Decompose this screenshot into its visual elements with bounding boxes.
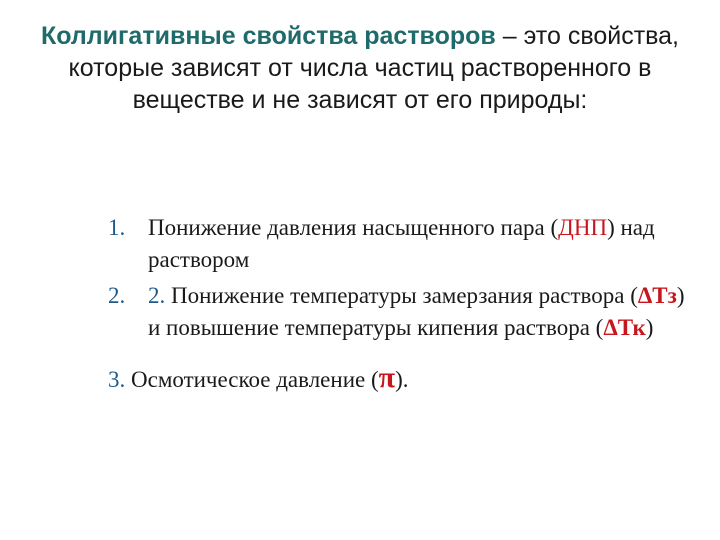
list-item-2 (108, 280, 698, 344)
highlight-dnp: ДНП (558, 215, 608, 240)
item-2-text-b: ) и повышение температуры кипения раствора ( (148, 283, 685, 340)
item-1-text-b: ) над раствором (148, 215, 655, 272)
list-number-1: 1. (108, 215, 126, 240)
item-1-text-a: Понижение давления насыщенного пара ( (148, 215, 559, 240)
list-item-1-text (148, 212, 698, 276)
highlight-dtk: ΔТк (603, 315, 646, 340)
item-3-text-a: Осмотическое давление ( (125, 367, 379, 392)
item-3-text-b: ). (395, 367, 409, 392)
heading-rest: это свойства, которые зависят от числа частиц растворенного в веществе и не зависят от его природы: (68, 22, 679, 114)
list-item-3 (108, 362, 698, 396)
inline-number-2: 2. (148, 283, 166, 308)
list-item-2-text (148, 280, 698, 344)
highlight-pi: π (378, 361, 396, 394)
item-2-text-a: Понижение температуры замерзания раствора ( (165, 283, 638, 308)
properties-list (108, 212, 698, 396)
highlight-dtz: ΔТз (637, 283, 677, 308)
list-item-1 (108, 212, 698, 276)
heading-dash: – (495, 22, 524, 50)
item-2-text-c: ) (645, 315, 654, 340)
list-number-3: 3. (108, 367, 126, 392)
list-number-2: 2. (108, 283, 126, 308)
heading-term: Коллигативные свойства растворов (40, 22, 496, 50)
slide-heading (40, 20, 680, 116)
